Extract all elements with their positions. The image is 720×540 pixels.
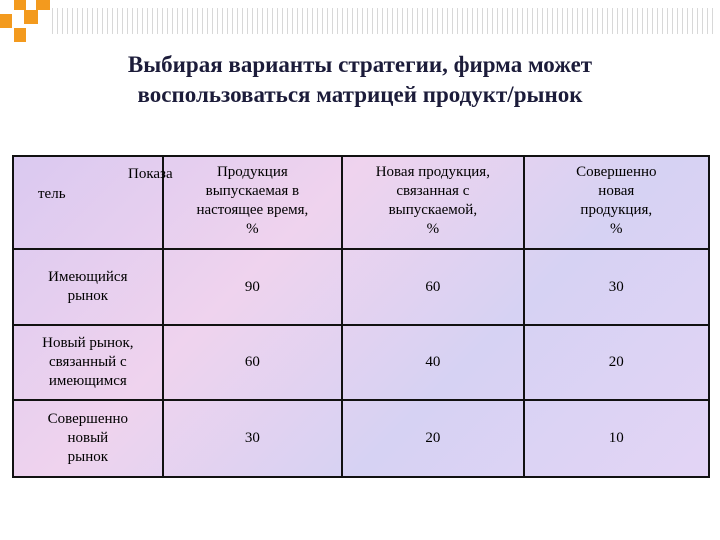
table-cell: 60 <box>342 249 523 325</box>
row-label <box>13 249 163 325</box>
header-line: продукция, <box>580 202 653 218</box>
corner-label-bottom: тель <box>38 186 66 202</box>
decor-square <box>14 0 26 10</box>
decor-square <box>24 10 38 24</box>
row-label <box>13 325 163 400</box>
decor-square <box>36 0 50 10</box>
table-cell: 30 <box>524 249 709 325</box>
row-label-line: Имеющийся <box>48 269 128 285</box>
column-header <box>342 156 523 249</box>
row-label-line: связанный с <box>49 354 127 370</box>
decor-top-bar <box>52 8 716 34</box>
row-label <box>13 400 163 477</box>
column-header <box>524 156 709 249</box>
corner-cell <box>13 156 173 249</box>
table-cell: 30 <box>163 400 342 477</box>
row-label-line: рынок <box>67 449 109 465</box>
header-line: связанная с <box>396 183 470 199</box>
table-cell: 10 <box>524 400 709 477</box>
row-label-line: Совершенно <box>47 411 129 427</box>
table-cell: 40 <box>342 325 523 400</box>
table-row <box>13 400 709 477</box>
row-label-line: рынок <box>67 288 109 304</box>
row-label-line: Новый рынок, <box>42 335 134 351</box>
table-row <box>13 249 709 325</box>
decor-square <box>0 14 12 28</box>
header-line: % <box>246 221 259 237</box>
table-row <box>13 325 709 400</box>
table-cell: 90 <box>163 249 342 325</box>
decor-square <box>14 28 26 42</box>
title-line-1: Выбирая варианты стратегии, фирма может <box>127 52 593 77</box>
row-label-line: новый <box>67 430 109 446</box>
title-line-2: воспользоваться матрицей продукт/рынок <box>137 82 583 107</box>
row-label-line: имеющимся <box>48 373 127 389</box>
header-line: Совершенно <box>576 164 657 180</box>
header-line: % <box>610 221 623 237</box>
header-line: Продукция <box>216 164 288 180</box>
table-cell: 20 <box>524 325 709 400</box>
header-line: выпускаемая в <box>205 183 300 199</box>
column-header <box>163 156 342 249</box>
slide-title <box>40 50 680 110</box>
header-line: % <box>426 221 440 237</box>
header-line: настоящее время, <box>196 202 309 218</box>
header-line: новая <box>598 183 635 199</box>
header-line: Новая продукция, <box>375 164 490 180</box>
product-market-matrix <box>12 155 710 478</box>
header-line: выпускаемой, <box>388 202 478 218</box>
table-cell: 20 <box>342 400 523 477</box>
corner-label-top: Показа <box>128 166 173 182</box>
table-cell: 60 <box>163 325 342 400</box>
